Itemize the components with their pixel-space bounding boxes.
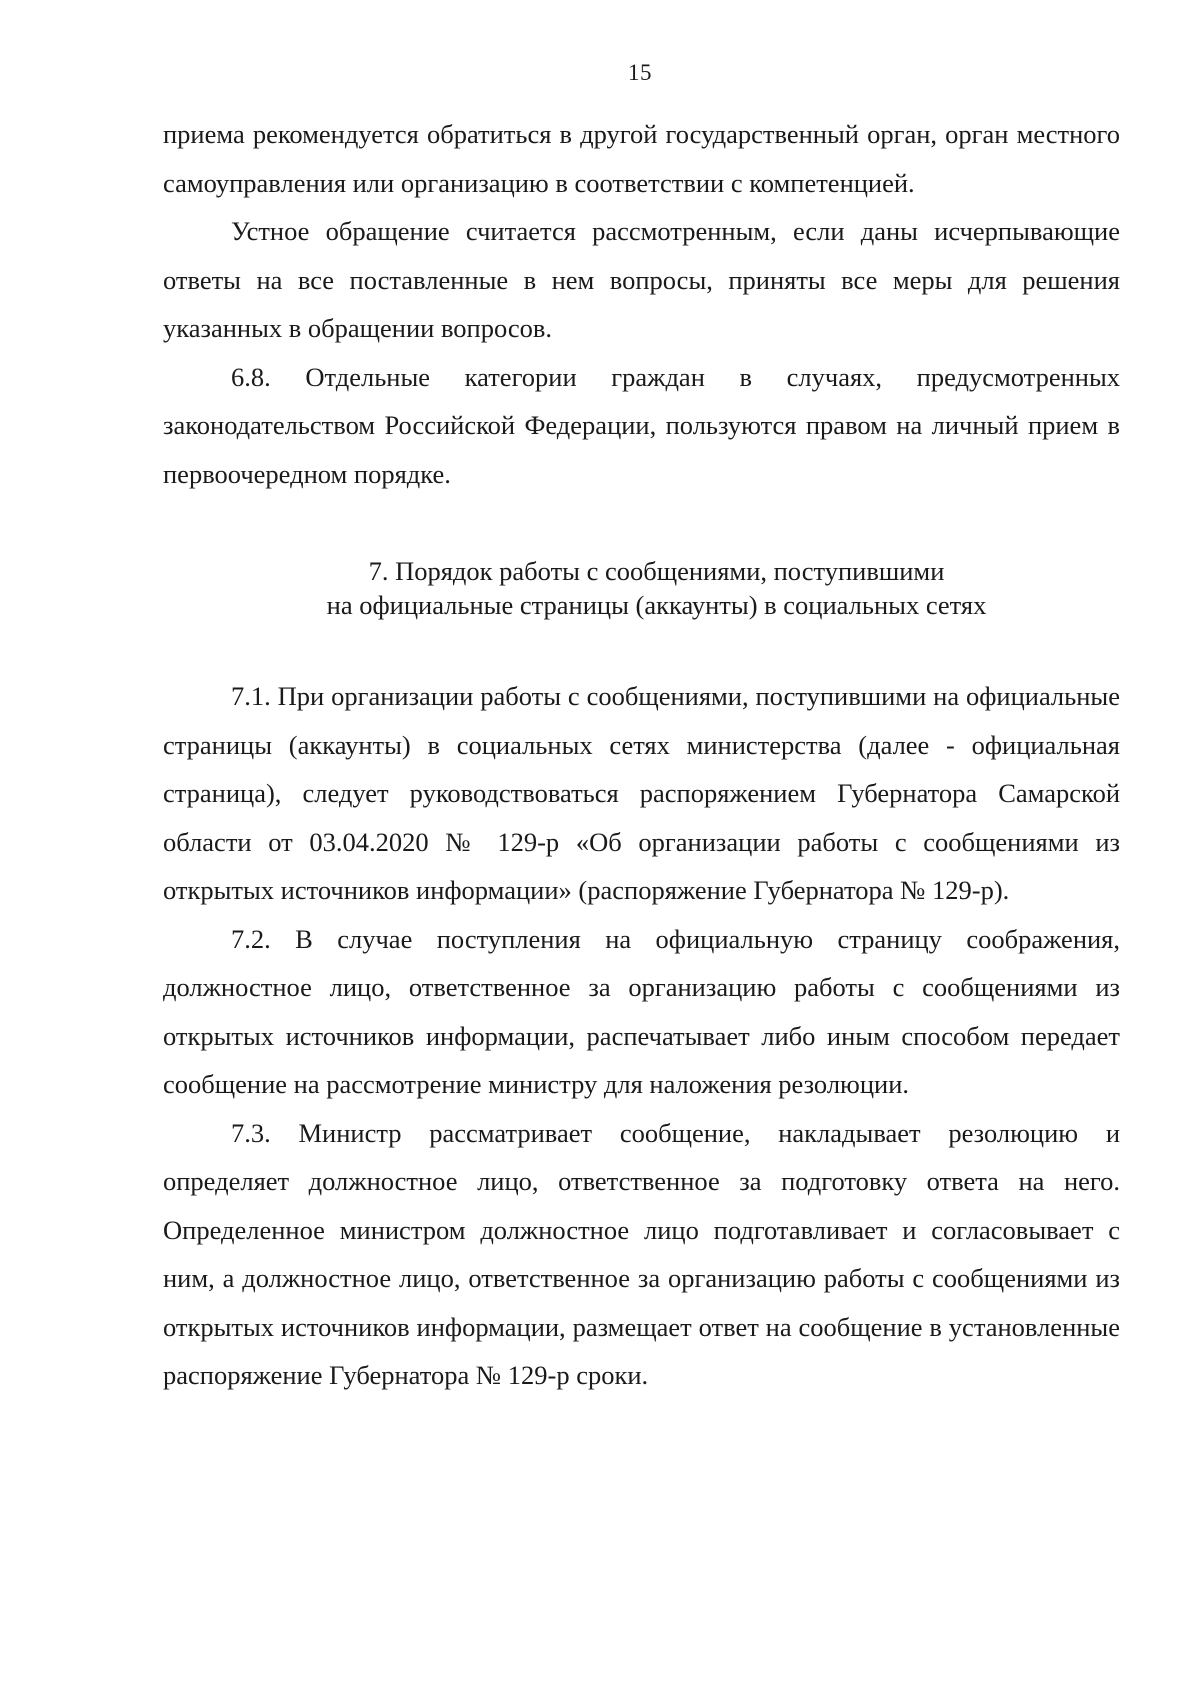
paragraph-continuation: приема рекомендуется обратиться в другой государственный орган, орган местного самоуправления или организацию в соответствии с компетенцией. bbox=[163, 119, 1120, 198]
paragraph-6-8: 6.8. Отдельные категории граждан в случаях, предусмотренных законодательством Российской Федерации, пользуются правом на личный прием в первоочередном порядке. bbox=[163, 361, 1120, 489]
section-heading bbox=[163, 554, 1120, 622]
paragraph-7-3: 7.3. Министр рассматривает сообщение, накладывает резолюцию и определяет должностное лицо, ответственное за подготовку ответа на него. Определенное министром должностное лицо подготавливает и согласовывает с ним, а должностное лицо, ответственное за организацию работы с сообщениями из открытых источников информации, размещает ответ на сообщение в установленные распоряжение Губернатора № 129-р сроки. bbox=[163, 1117, 1120, 1390]
document-body bbox=[163, 110, 1120, 1400]
section-heading-line-1: 7. Порядок работы с сообщениями, поступившими bbox=[368, 556, 945, 586]
paragraph-7-2: 7.2. В случае поступления на официальную страницу соображения, должностное лицо, ответственное за организацию работы с сообщениями из открытых источников информации, распечатывает либо иным способом передает сообщение на рассмотрение министру для наложения резолюции. bbox=[163, 923, 1120, 1099]
paragraph-7-1: 7.1. При организации работы с сообщениями, поступившими на официальные страницы (аккаунты) в социальных сетях министерства (далее - официальная страница), следует руководствоваться распоряжением Губернатора Самарской области от 03.04.2020 № 129-р «Об организации работы с сообщениями из открытых источников информации» (распоряжение Губернатора № 129-р). bbox=[163, 681, 1120, 905]
section-heading-line-2: на официальные страницы (аккаунты) в социальных сетях bbox=[326, 590, 987, 620]
paragraph-oral-appeal: Устное обращение считается рассмотренным, если даны исчерпывающие ответы на все поставленные в нем вопросы, приняты все меры для решения указанных в обращении вопросов. bbox=[163, 216, 1120, 343]
page-number: 15 bbox=[628, 60, 652, 85]
